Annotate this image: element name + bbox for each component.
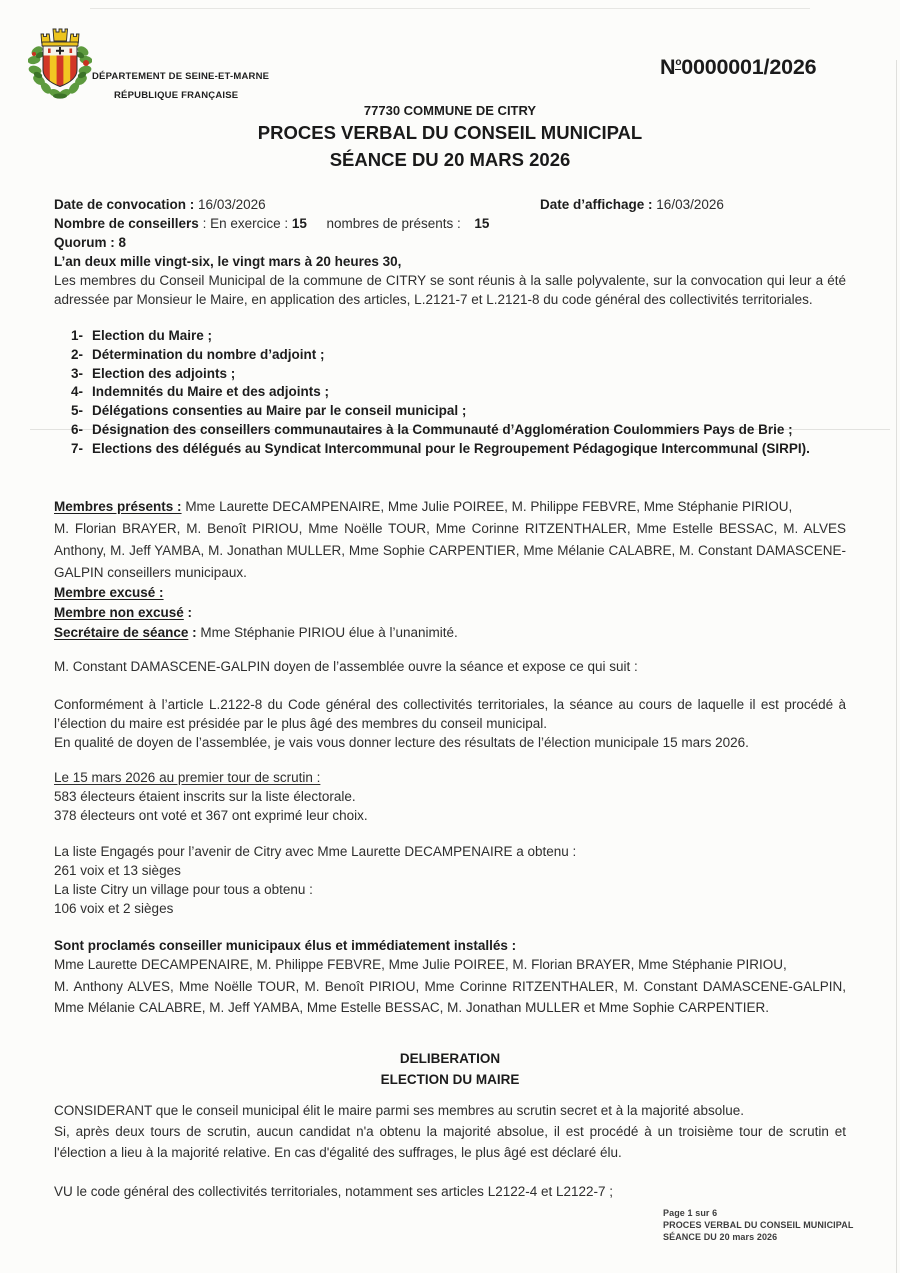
commune-coat-of-arms-icon <box>28 27 92 108</box>
secretary-colon: : <box>188 624 197 640</box>
affichage-group <box>540 195 724 214</box>
agenda-item <box>54 402 846 421</box>
member-not-excused-line <box>54 604 846 623</box>
scan-edge-top <box>90 8 810 9</box>
proclamation-names-rest: M. Anthony ALVES, Mme Noëlle TOUR, M. Benoît PIRIOU, Mme Corinne RITZENTHALER, M. Constant DAMASCENE-GALPIN, Mme Mélanie CALABRE, M. Jeff YAMBA, Mme Estelle BESSAC, M. Jonathan MULLER et Mme Sophie CARPENTIER. <box>54 978 846 1015</box>
agenda-item-number: 6- <box>71 421 84 437</box>
agenda-item-number: 5- <box>71 403 84 419</box>
conformement-paragraph: Conformément à l’article L.2122-8 du Code général des collectivités territoriales, la séance au cours de laquelle il est procédé à l’élection du maire est présidée par le plus âgé des membres du conseil municipal. <box>54 697 846 731</box>
document-number <box>660 55 816 80</box>
footer-doc-title: PROCES VERBAL DU CONSEIL MUNICIPAL <box>663 1219 854 1230</box>
quorum-row <box>54 233 846 252</box>
quorum-label: Quorum : <box>54 235 115 250</box>
agenda-item <box>54 440 846 459</box>
affichage-label: Date d’affichage : <box>540 197 653 212</box>
deliberation-subtitle: ELECTION DU MAIRE <box>380 1072 520 1087</box>
liste1-line: La liste Engagés pour l’avenir de Citry avec Mme Laurette DECAMPENAIRE a obtenu : <box>54 844 577 859</box>
republic-line: RÉPUBLIQUE FRANÇAISE <box>114 90 239 101</box>
agenda-list <box>54 327 846 459</box>
presents-label: nombres de présents : <box>326 216 461 231</box>
secretary-line <box>54 624 846 643</box>
agenda-item <box>54 365 846 384</box>
deliberation-titles <box>54 1048 846 1090</box>
dates-row <box>54 195 846 214</box>
footer-page-number: Page 1 sur 6 <box>663 1208 718 1218</box>
exercice-label: : En exercice : <box>202 216 289 231</box>
agenda-item-label: Détermination du nombre d’adjoint ; <box>92 346 325 362</box>
document-number-ordinal: o <box>675 57 682 68</box>
members-present-names-rest: M. Florian BRAYER, M. Benoît PIRIOU, Mme Noëlle TOUR, Mme Corinne RITZENTHALER, Mme Estelle BESSAC, M. ALVES Anthony, M. Jeff YAMBA, M. Jonathan MULLER, Mme Sophie CARPENTIER, Mme Mélanie CALABRE, M. Constant DAMASCENE-GALPIN conseillers municipaux. <box>54 521 846 580</box>
commune-line: 77730 COMMUNE DE CITRY <box>363 103 537 118</box>
exercice-value: 15 <box>291 216 307 231</box>
proclamation-names-1: Mme Laurette DECAMPENAIRE, M. Philippe FEBVRE, Mme Julie POIREE, M. Florian BRAYER, Mme Stéphanie PIRIOU, <box>54 957 787 972</box>
proclamation-block <box>54 936 846 1018</box>
members-block <box>54 496 846 642</box>
member-not-excused-label: Membre non excusé <box>54 604 184 620</box>
agenda-item-label: Election des adjoints ; <box>92 365 236 381</box>
member-not-excused-colon: : <box>183 604 193 620</box>
liste2-result: 106 voix et 2 sièges <box>54 901 174 916</box>
scrutin-inscrits: 583 électeurs étaient inscrits sur la liste électorale. <box>54 789 356 804</box>
liste2-line: La liste Citry un village pour tous a obtenu : <box>54 882 313 897</box>
agenda-item-label: Election du Maire ; <box>92 328 213 343</box>
members-present-names-1: Mme Laurette DECAMPENAIRE, Mme Julie POIREE, M. Philippe FEBVRE, Mme Stéphanie PIRIOU, <box>185 499 793 514</box>
quorum-value: 8 <box>118 235 127 250</box>
doyen-line: M. Constant DAMASCENE-GALPIN doyen de l’assemblée ouvre la séance et expose ce qui suit : <box>54 659 638 674</box>
tours-paragraph: Si, après deux tours de scrutin, aucun candidat n'a obtenu la majorité absolue, il est procédé à un troisième tour de scrutin et l'élection a lieu à la majorité relative. En cas d'égalité des suffrages, le plus âgé est déclaré élu. <box>54 1124 846 1160</box>
liste1-result: 261 voix et 13 sièges <box>54 863 181 878</box>
member-excused-line <box>54 584 846 603</box>
agenda-item <box>54 327 846 346</box>
opening-paragraph: Les membres du Conseil Municipal de la commune de CITRY se sont réunis à la salle polyvalente, sur la convocation qui leur a été adressée par Monsieur le Maire, en application des articles, L.2121-7 et L.2121-8 du code général des collectivités territoriales. <box>54 273 846 307</box>
document-number-prefix: N <box>660 55 676 79</box>
conformement-block <box>54 695 846 752</box>
convocation-value: 16/03/2026 <box>198 197 266 212</box>
lecture-line: En qualité de doyen de l’assemblée, je vais vous donner lecture des résultats de l’élection municipale 15 mars 2026. <box>54 735 749 750</box>
conseillers-label: Nombre de conseillers <box>54 216 199 231</box>
agenda-item-number: 7- <box>71 440 84 456</box>
agenda-item-label: Indemnités du Maire et des adjoints ; <box>92 384 330 400</box>
agenda-item-label: Délégations consenties au Maire par le conseil municipal ; <box>92 403 467 419</box>
agenda-item-label: Elections des délégués au Syndicat Intercommunal pour le Regroupement Pédagogique Intercommunal (SIRPI). <box>92 440 810 456</box>
secretary-value: Mme Stéphanie PIRIOU élue à l’unanimité. <box>200 624 458 640</box>
scrutin-votes: 378 électeurs ont voté et 367 ont exprimé leur choix. <box>54 808 368 823</box>
vu-line: VU le code général des collectivités territoriales, notamment ses articles L2122-4 et L2122-7 ; <box>54 1184 614 1199</box>
document-number-value: 0000001/2026 <box>681 55 817 79</box>
agenda-item-number: 1- <box>71 328 84 343</box>
page-footer <box>663 1208 893 1243</box>
scrutin-block <box>54 768 846 825</box>
considerant-block <box>54 1100 846 1163</box>
members-present-line1 <box>54 496 846 518</box>
department-line: DÉPARTEMENT DE SEINE-ET-MARNE <box>92 71 270 82</box>
agenda-item-number: 2- <box>71 346 84 362</box>
conseillers-row <box>54 214 846 233</box>
agenda-item-label: Désignation des conseillers communautaires à la Communauté d’Agglomération Coulommiers Pays de Brie ; <box>92 421 793 437</box>
members-present-label: Membres présents : <box>54 499 182 514</box>
presents-value: 15 <box>474 216 490 231</box>
agenda-item-number: 3- <box>71 365 84 381</box>
agenda-item <box>54 383 846 402</box>
agenda-item <box>54 346 846 365</box>
considerant-line: CONSIDERANT que le conseil municipal élit le maire parmi ses membres au scrutin secret et à la majorité absolue. <box>54 1103 745 1118</box>
opening-date-line: L’an deux mille vingt-six, le vingt mars à 20 heures 30, <box>54 254 402 269</box>
deliberation-title: DELIBERATION <box>399 1051 501 1066</box>
meeting-info-block <box>54 195 846 309</box>
convocation-label: Date de convocation : <box>54 197 195 212</box>
agenda-item-number: 4- <box>71 384 84 400</box>
page-subtitle: SÉANCE DU 20 MARS 2026 <box>329 149 571 170</box>
scrutin-heading: Le 15 mars 2026 au premier tour de scrutin : <box>54 770 321 785</box>
scan-edge-right <box>896 60 897 1273</box>
agenda-item <box>54 421 846 440</box>
proclamation-heading: Sont proclamés conseiller municipaux élus et immédiatement installés : <box>54 938 517 953</box>
page-title: PROCES VERBAL DU CONSEIL MUNICIPAL <box>257 122 643 143</box>
member-excused-label: Membre excusé : <box>54 585 164 601</box>
listes-block <box>54 842 846 918</box>
affichage-value: 16/03/2026 <box>656 197 724 212</box>
footer-seance: SÉANCE DU 20 mars 2026 <box>663 1231 778 1242</box>
secretary-label: Secrétaire de séance <box>54 624 189 640</box>
